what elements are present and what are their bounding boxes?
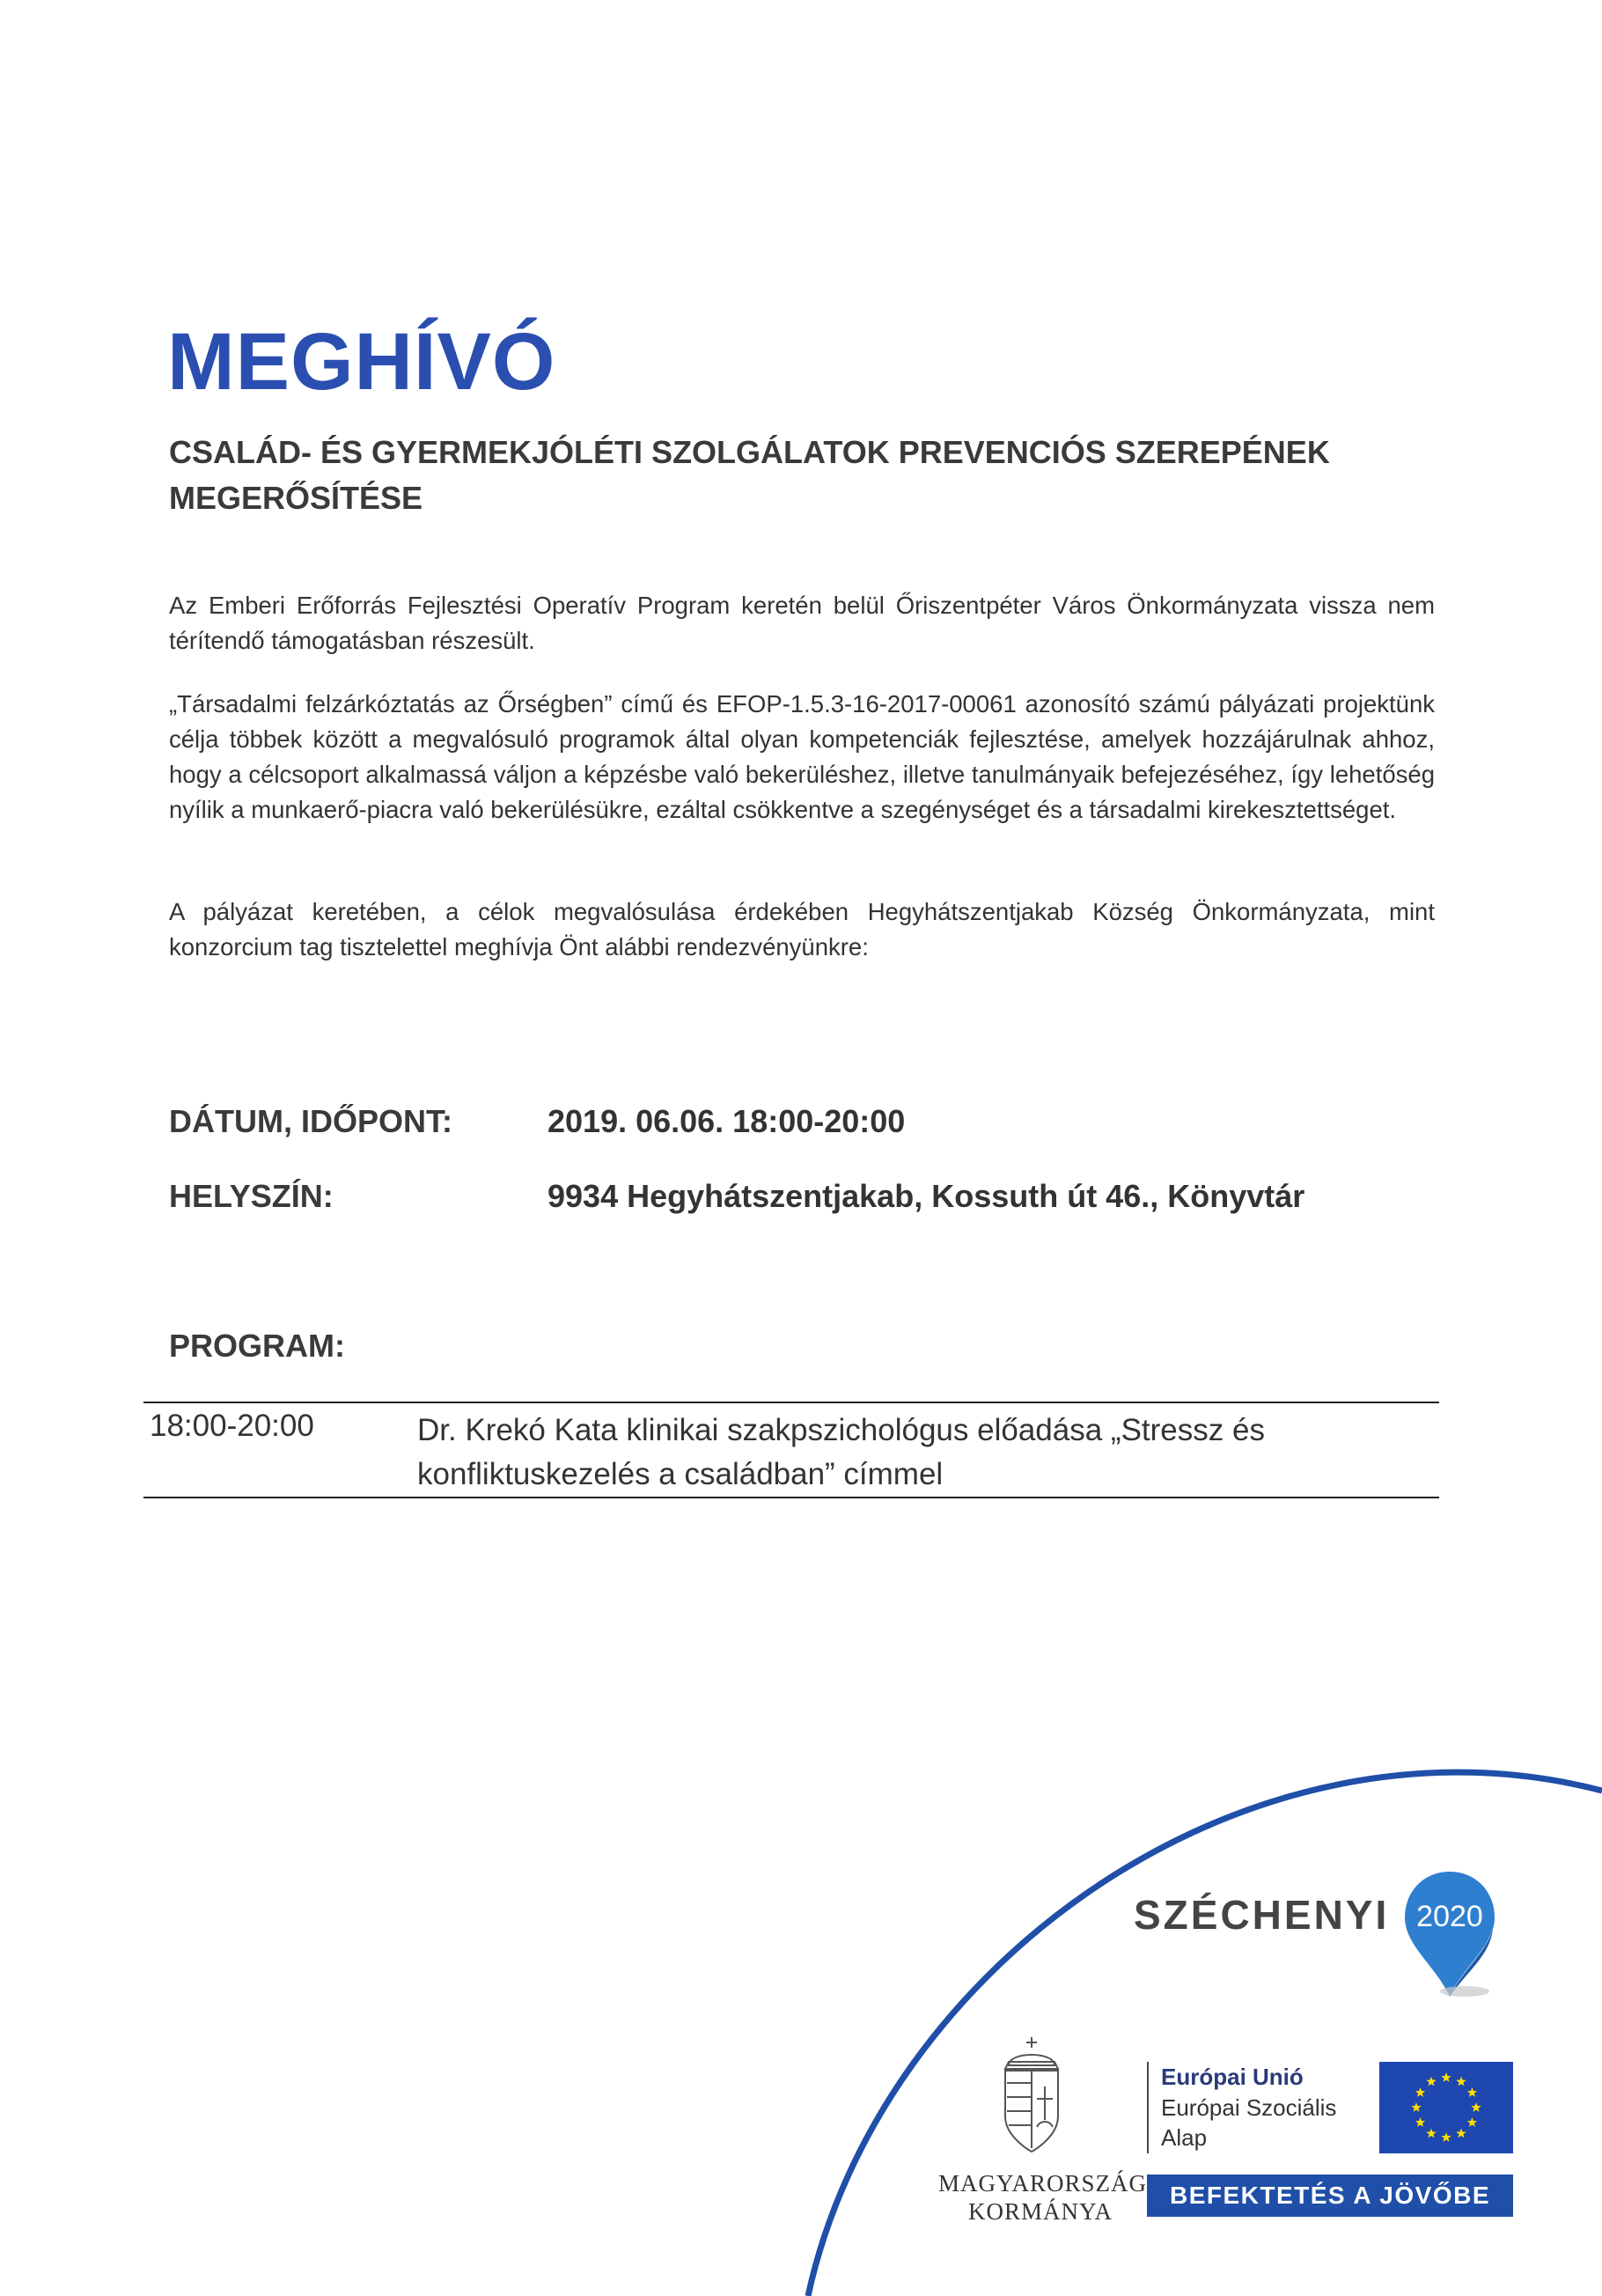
invest-banner: BEFEKTETÉS A JÖVŐBE: [1147, 2175, 1513, 2217]
paragraph-invitation: A pályázat keretében, a célok megvalósulása érdekében Hegyhátszentjakab Község Önkormányzata, mint konzorcium tag tisztelettel meghívja Önt alábbi rendezvényünkre:: [169, 898, 1435, 960]
government-name-line1: MAGYARORSZÁG: [938, 2170, 1148, 2197]
government-name-line2: KORMÁNYA: [968, 2198, 1113, 2225]
paragraph-intro: Az Emberi Erőforrás Fejlesztési Operatív Program keretén belül Őriszentpéter Város Önkormányzata vissza nem térítendő támogatásban részesült.: [169, 592, 1435, 654]
date-label: DÁTUM, IDŐPONT:: [169, 1103, 452, 1139]
szechenyi-pin-icon: [1401, 1868, 1498, 2000]
eu-divider: [1147, 2062, 1149, 2153]
eu-fund-line1: Európai Szociális: [1161, 2094, 1337, 2121]
table-top-rule: [143, 1402, 1439, 1403]
paragraph-project: „Társadalmi felzárkóztatás az Őrségben” című és EFOP-1.5.3-16-2017-00061 azonosító számú pályázati projektünk célja többek között a megvalósuló programok által olyan kompetenciák fejlesztése, amelyek hozzájárulnak ahhoz, hogy a célcsoport alkalmassá váljon a képzésbe való bekerüléshez, illetve tanulmányaik befejezéséhez, így lehetőség nyílik a munkaerő-piacra való bekerülésükre, ezáltal csökkentve a szegénységet és a társadalmi kirekesztettséget.: [169, 690, 1435, 823]
szechenyi-logo-text: SZÉCHENYI: [1134, 1892, 1390, 1938]
eu-flag-icon: [1379, 2062, 1513, 2153]
program-description: Dr. Krekó Kata klinikai szakpszichológus előadása „Stressz és konfliktuskezelés a családban” címmel: [417, 1413, 1265, 1491]
subtitle: CSALÁD- ÉS GYERMEKJÓLÉTI SZOLGÁLATOK PREVENCIÓS SZEREPÉNEK MEGERŐSÍTÉSE: [169, 434, 1330, 516]
szechenyi-year: 2020: [1416, 1900, 1483, 1933]
table-bottom-rule: [143, 1497, 1439, 1498]
program-time: 18:00-20:00: [150, 1409, 314, 1443]
eu-name: Európai Unió: [1161, 2064, 1304, 2090]
program-label: PROGRAM:: [169, 1328, 345, 1364]
hungarian-crest-icon: [996, 2035, 1067, 2159]
page-title: MEGHÍVÓ: [167, 317, 556, 407]
place-label: HELYSZÍN:: [169, 1178, 334, 1214]
place-value: 9934 Hegyhátszentjakab, Kossuth út 46., Könyvtár: [547, 1178, 1305, 1214]
eu-fund-line2: Alap: [1161, 2124, 1208, 2151]
date-value: 2019. 06.06. 18:00-20:00: [547, 1103, 906, 1139]
